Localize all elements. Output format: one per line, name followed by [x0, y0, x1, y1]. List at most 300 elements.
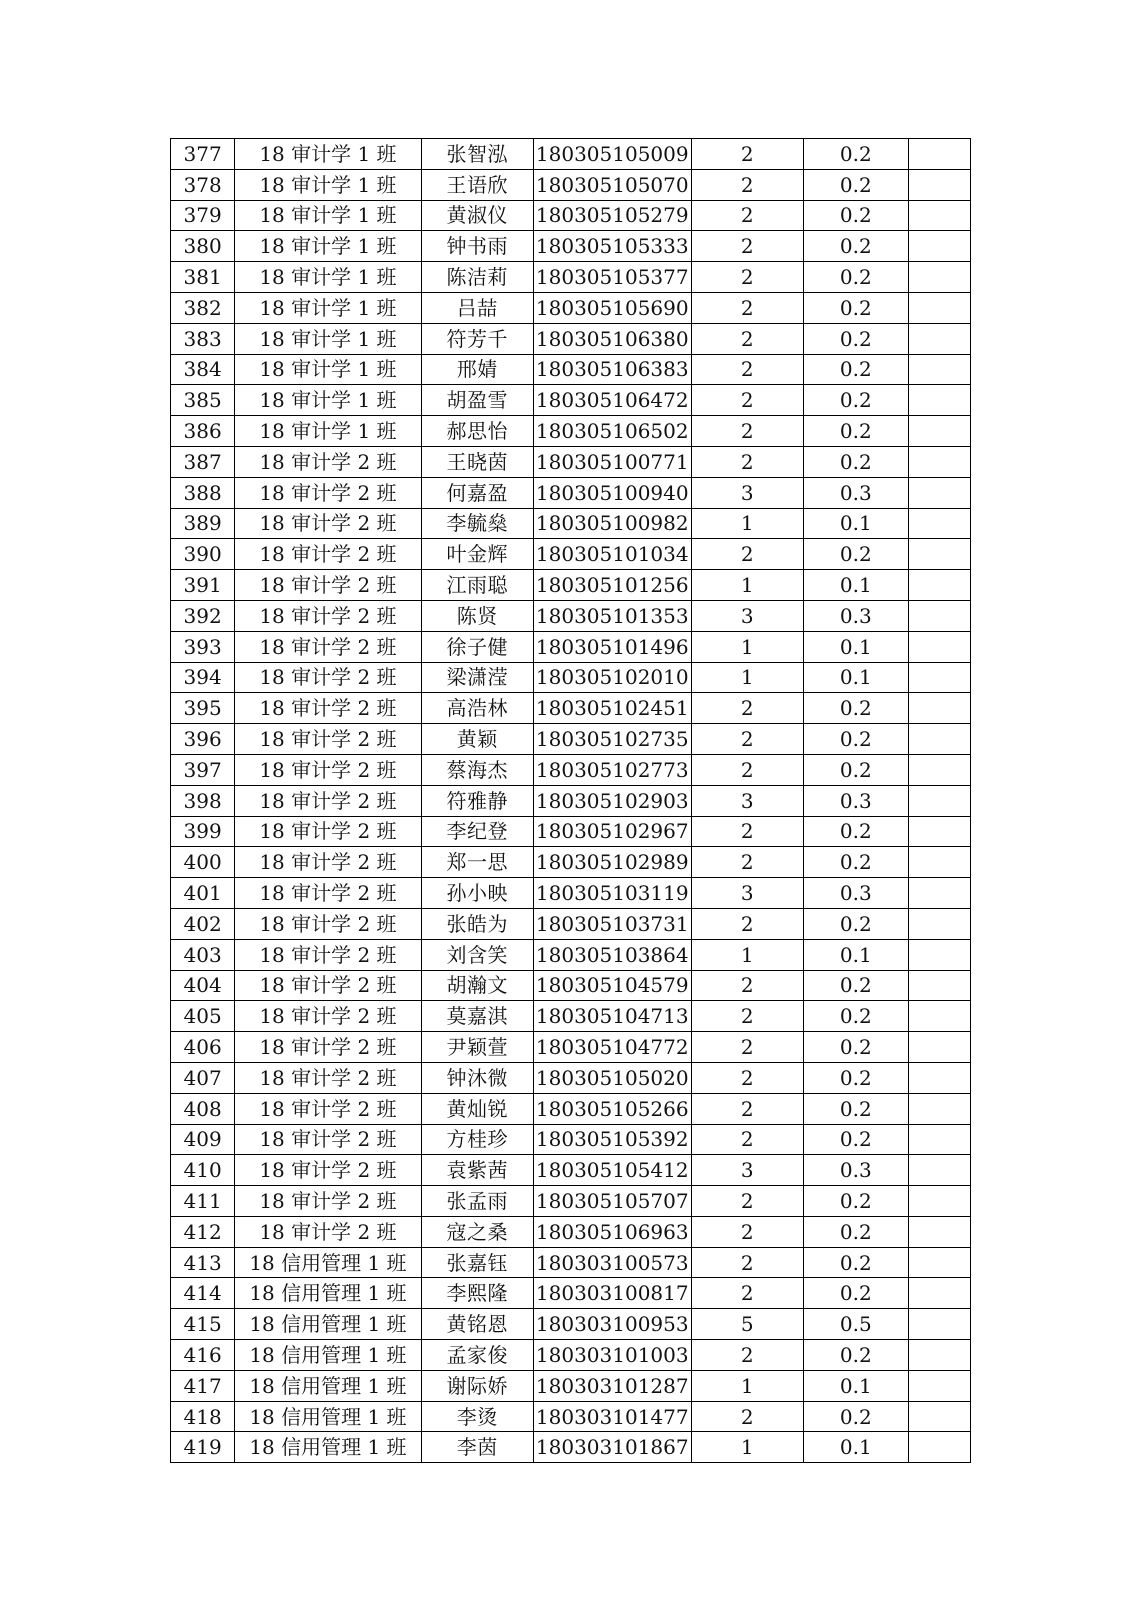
student-id-cell: 180305104713 [533, 1001, 691, 1032]
student-name-cell: 李纪登 [421, 816, 533, 847]
class-name-cell: 18 审计学 2 班 [235, 878, 421, 909]
score-cell: 0.2 [803, 416, 908, 447]
student-id-cell: 180305105009 [533, 139, 691, 170]
student-id-cell: 180303100817 [533, 1278, 691, 1309]
table-row [171, 477, 971, 508]
row-number-cell: 395 [171, 693, 235, 724]
class-name-cell: 18 审计学 2 班 [235, 908, 421, 939]
student-name-cell: 郝思怡 [421, 416, 533, 447]
student-name-cell: 陈贤 [421, 600, 533, 631]
remarks-cell [908, 385, 970, 416]
student-id-cell: 180305105020 [533, 1062, 691, 1093]
count-cell: 2 [691, 139, 803, 170]
table-row [171, 1370, 971, 1401]
table-row [171, 416, 971, 447]
score-cell: 0.2 [803, 139, 908, 170]
student-id-cell: 180305102010 [533, 662, 691, 693]
remarks-cell [908, 1093, 970, 1124]
remarks-cell [908, 169, 970, 200]
row-number-cell: 405 [171, 1001, 235, 1032]
row-number-cell: 391 [171, 570, 235, 601]
count-cell: 2 [691, 1093, 803, 1124]
count-cell: 2 [691, 231, 803, 262]
table-row [171, 908, 971, 939]
remarks-cell [908, 600, 970, 631]
row-number-cell: 400 [171, 847, 235, 878]
table-row [171, 1340, 971, 1371]
table-row [171, 1247, 971, 1278]
count-cell: 3 [691, 600, 803, 631]
row-number-cell: 388 [171, 477, 235, 508]
score-cell: 0.1 [803, 1432, 908, 1463]
student-id-cell: 180305106963 [533, 1216, 691, 1247]
remarks-cell [908, 1278, 970, 1309]
remarks-cell [908, 570, 970, 601]
student-id-cell: 180305103731 [533, 908, 691, 939]
class-name-cell: 18 审计学 2 班 [235, 1001, 421, 1032]
row-number-cell: 409 [171, 1124, 235, 1155]
remarks-cell [908, 200, 970, 231]
score-cell: 0.2 [803, 446, 908, 477]
student-name-cell: 张孟雨 [421, 1186, 533, 1217]
student-name-cell: 孙小映 [421, 878, 533, 909]
count-cell: 2 [691, 1216, 803, 1247]
row-number-cell: 399 [171, 816, 235, 847]
table-row [171, 754, 971, 785]
class-name-cell: 18 审计学 2 班 [235, 1155, 421, 1186]
count-cell: 2 [691, 908, 803, 939]
student-id-cell: 180305102773 [533, 754, 691, 785]
table-row [171, 878, 971, 909]
class-name-cell: 18 审计学 2 班 [235, 662, 421, 693]
row-number-cell: 408 [171, 1093, 235, 1124]
table-row [171, 1216, 971, 1247]
table-row [171, 169, 971, 200]
student-name-cell: 寇之桑 [421, 1216, 533, 1247]
table-row [171, 1186, 971, 1217]
count-cell: 1 [691, 631, 803, 662]
score-cell: 0.5 [803, 1309, 908, 1340]
table-row [171, 231, 971, 262]
class-name-cell: 18 信用管理 1 班 [235, 1340, 421, 1371]
student-id-cell: 180305102989 [533, 847, 691, 878]
student-id-cell: 180305105279 [533, 200, 691, 231]
table-row [171, 631, 971, 662]
count-cell: 3 [691, 1155, 803, 1186]
table-row [171, 816, 971, 847]
row-number-cell: 383 [171, 323, 235, 354]
student-name-cell: 张皓为 [421, 908, 533, 939]
student-id-cell: 180305102735 [533, 724, 691, 755]
student-name-cell: 黄颖 [421, 724, 533, 755]
class-name-cell: 18 信用管理 1 班 [235, 1432, 421, 1463]
remarks-cell [908, 631, 970, 662]
count-cell: 2 [691, 200, 803, 231]
row-number-cell: 380 [171, 231, 235, 262]
remarks-cell [908, 693, 970, 724]
row-number-cell: 379 [171, 200, 235, 231]
student-id-cell: 180305102451 [533, 693, 691, 724]
student-name-cell: 黄铭恩 [421, 1309, 533, 1340]
class-name-cell: 18 审计学 2 班 [235, 847, 421, 878]
student-id-cell: 180305105266 [533, 1093, 691, 1124]
student-name-cell: 李茵 [421, 1432, 533, 1463]
row-number-cell: 385 [171, 385, 235, 416]
count-cell: 2 [691, 693, 803, 724]
remarks-cell [908, 262, 970, 293]
score-cell: 0.2 [803, 231, 908, 262]
remarks-cell [908, 724, 970, 755]
remarks-cell [908, 1401, 970, 1432]
score-cell: 0.2 [803, 724, 908, 755]
student-id-cell: 180305106472 [533, 385, 691, 416]
remarks-cell [908, 662, 970, 693]
score-cell: 0.1 [803, 508, 908, 539]
remarks-cell [908, 477, 970, 508]
student-name-cell: 胡盈雪 [421, 385, 533, 416]
count-cell: 2 [691, 323, 803, 354]
student-id-cell: 180305100982 [533, 508, 691, 539]
student-name-cell: 袁紫茜 [421, 1155, 533, 1186]
count-cell: 2 [691, 385, 803, 416]
class-name-cell: 18 审计学 2 班 [235, 970, 421, 1001]
table-row [171, 200, 971, 231]
student-id-cell: 180303101867 [533, 1432, 691, 1463]
score-cell: 0.2 [803, 1186, 908, 1217]
count-cell: 2 [691, 354, 803, 385]
remarks-cell [908, 970, 970, 1001]
remarks-cell [908, 231, 970, 262]
class-name-cell: 18 审计学 2 班 [235, 939, 421, 970]
student-name-cell: 邢婧 [421, 354, 533, 385]
count-cell: 2 [691, 1186, 803, 1217]
count-cell: 2 [691, 1124, 803, 1155]
remarks-cell [908, 1186, 970, 1217]
student-name-cell: 胡瀚文 [421, 970, 533, 1001]
row-number-cell: 414 [171, 1278, 235, 1309]
remarks-cell [908, 1370, 970, 1401]
row-number-cell: 406 [171, 1032, 235, 1063]
row-number-cell: 401 [171, 878, 235, 909]
table-row [171, 1032, 971, 1063]
student-name-cell: 高浩林 [421, 693, 533, 724]
class-name-cell: 18 信用管理 1 班 [235, 1309, 421, 1340]
row-number-cell: 398 [171, 785, 235, 816]
student-name-cell: 李毓燊 [421, 508, 533, 539]
student-id-cell: 180305103119 [533, 878, 691, 909]
count-cell: 2 [691, 1278, 803, 1309]
score-cell: 0.2 [803, 354, 908, 385]
count-cell: 2 [691, 816, 803, 847]
row-number-cell: 411 [171, 1186, 235, 1217]
row-number-cell: 382 [171, 292, 235, 323]
student-name-cell: 符雅静 [421, 785, 533, 816]
row-number-cell: 407 [171, 1062, 235, 1093]
student-name-cell: 张嘉钰 [421, 1247, 533, 1278]
count-cell: 2 [691, 1401, 803, 1432]
student-name-cell: 徐子健 [421, 631, 533, 662]
row-number-cell: 393 [171, 631, 235, 662]
score-cell: 0.2 [803, 754, 908, 785]
class-name-cell: 18 审计学 2 班 [235, 1032, 421, 1063]
row-number-cell: 384 [171, 354, 235, 385]
table-row [171, 292, 971, 323]
table-row [171, 139, 971, 170]
table-row [171, 693, 971, 724]
row-number-cell: 419 [171, 1432, 235, 1463]
count-cell: 2 [691, 754, 803, 785]
class-name-cell: 18 审计学 2 班 [235, 785, 421, 816]
class-name-cell: 18 审计学 1 班 [235, 385, 421, 416]
class-name-cell: 18 审计学 2 班 [235, 1062, 421, 1093]
row-number-cell: 397 [171, 754, 235, 785]
count-cell: 3 [691, 477, 803, 508]
student-name-cell: 莫嘉淇 [421, 1001, 533, 1032]
score-cell: 0.1 [803, 1370, 908, 1401]
table-row [171, 1001, 971, 1032]
table-body [171, 139, 971, 1463]
remarks-cell [908, 508, 970, 539]
student-name-cell: 李熙隆 [421, 1278, 533, 1309]
count-cell: 2 [691, 847, 803, 878]
row-number-cell: 418 [171, 1401, 235, 1432]
class-name-cell: 18 审计学 1 班 [235, 416, 421, 447]
count-cell: 2 [691, 539, 803, 570]
table-row [171, 1155, 971, 1186]
student-id-cell: 180305106383 [533, 354, 691, 385]
table-row [171, 939, 971, 970]
student-id-cell: 180303101477 [533, 1401, 691, 1432]
student-id-cell: 180305103864 [533, 939, 691, 970]
row-number-cell: 377 [171, 139, 235, 170]
student-id-cell: 180305105333 [533, 231, 691, 262]
count-cell: 3 [691, 878, 803, 909]
table-row [171, 262, 971, 293]
table-row [171, 508, 971, 539]
student-id-cell: 180305102903 [533, 785, 691, 816]
row-number-cell: 416 [171, 1340, 235, 1371]
table-row [171, 785, 971, 816]
count-cell: 5 [691, 1309, 803, 1340]
count-cell: 1 [691, 939, 803, 970]
student-name-cell: 钟沐微 [421, 1062, 533, 1093]
remarks-cell [908, 816, 970, 847]
score-cell: 0.2 [803, 1216, 908, 1247]
class-name-cell: 18 审计学 2 班 [235, 570, 421, 601]
count-cell: 1 [691, 662, 803, 693]
table-row [171, 1093, 971, 1124]
table-row [171, 385, 971, 416]
table-row [171, 662, 971, 693]
count-cell: 2 [691, 1340, 803, 1371]
remarks-cell [908, 1432, 970, 1463]
remarks-cell [908, 1001, 970, 1032]
row-number-cell: 417 [171, 1370, 235, 1401]
class-name-cell: 18 审计学 1 班 [235, 262, 421, 293]
row-number-cell: 402 [171, 908, 235, 939]
table-row [171, 570, 971, 601]
count-cell: 2 [691, 1247, 803, 1278]
score-cell: 0.2 [803, 847, 908, 878]
score-cell: 0.2 [803, 323, 908, 354]
remarks-cell [908, 416, 970, 447]
student-id-cell: 180305101034 [533, 539, 691, 570]
student-score-table [170, 138, 971, 1463]
score-cell: 0.2 [803, 816, 908, 847]
student-id-cell: 180305105412 [533, 1155, 691, 1186]
score-cell: 0.1 [803, 939, 908, 970]
table-row [171, 724, 971, 755]
remarks-cell [908, 1247, 970, 1278]
student-name-cell: 梁潇滢 [421, 662, 533, 693]
student-id-cell: 180303100573 [533, 1247, 691, 1278]
class-name-cell: 18 审计学 1 班 [235, 323, 421, 354]
table-row [171, 446, 971, 477]
student-name-cell: 黄淑仪 [421, 200, 533, 231]
student-name-cell: 刘含笑 [421, 939, 533, 970]
count-cell: 1 [691, 1370, 803, 1401]
remarks-cell [908, 539, 970, 570]
count-cell: 2 [691, 1001, 803, 1032]
table-row [171, 1278, 971, 1309]
count-cell: 2 [691, 1062, 803, 1093]
score-cell: 0.2 [803, 1247, 908, 1278]
class-name-cell: 18 审计学 1 班 [235, 200, 421, 231]
student-id-cell: 180305105690 [533, 292, 691, 323]
table-row [171, 1309, 971, 1340]
remarks-cell [908, 939, 970, 970]
remarks-cell [908, 1309, 970, 1340]
row-number-cell: 403 [171, 939, 235, 970]
student-name-cell: 张智泓 [421, 139, 533, 170]
student-name-cell: 谢际娇 [421, 1370, 533, 1401]
class-name-cell: 18 信用管理 1 班 [235, 1370, 421, 1401]
student-id-cell: 180305105377 [533, 262, 691, 293]
count-cell: 2 [691, 292, 803, 323]
class-name-cell: 18 审计学 2 班 [235, 539, 421, 570]
table-row [171, 1401, 971, 1432]
count-cell: 2 [691, 416, 803, 447]
class-name-cell: 18 审计学 1 班 [235, 231, 421, 262]
remarks-cell [908, 354, 970, 385]
row-number-cell: 396 [171, 724, 235, 755]
student-id-cell: 180305106380 [533, 323, 691, 354]
score-cell: 0.2 [803, 200, 908, 231]
class-name-cell: 18 审计学 2 班 [235, 446, 421, 477]
score-cell: 0.3 [803, 477, 908, 508]
class-name-cell: 18 审计学 2 班 [235, 631, 421, 662]
score-cell: 0.2 [803, 1278, 908, 1309]
score-cell: 0.3 [803, 600, 908, 631]
count-cell: 2 [691, 169, 803, 200]
remarks-cell [908, 878, 970, 909]
remarks-cell [908, 1124, 970, 1155]
class-name-cell: 18 审计学 2 班 [235, 477, 421, 508]
class-name-cell: 18 审计学 1 班 [235, 169, 421, 200]
count-cell: 2 [691, 446, 803, 477]
count-cell: 2 [691, 724, 803, 755]
remarks-cell [908, 1032, 970, 1063]
student-id-cell: 180305105070 [533, 169, 691, 200]
score-cell: 0.3 [803, 1155, 908, 1186]
student-name-cell: 叶金辉 [421, 539, 533, 570]
class-name-cell: 18 审计学 2 班 [235, 754, 421, 785]
score-cell: 0.2 [803, 1124, 908, 1155]
student-id-cell: 180303101287 [533, 1370, 691, 1401]
score-cell: 0.1 [803, 570, 908, 601]
score-cell: 0.2 [803, 262, 908, 293]
row-number-cell: 410 [171, 1155, 235, 1186]
row-number-cell: 378 [171, 169, 235, 200]
remarks-cell [908, 292, 970, 323]
row-number-cell: 413 [171, 1247, 235, 1278]
student-name-cell: 江雨聪 [421, 570, 533, 601]
student-name-cell: 方桂珍 [421, 1124, 533, 1155]
student-name-cell: 符芳千 [421, 323, 533, 354]
class-name-cell: 18 审计学 1 班 [235, 354, 421, 385]
student-id-cell: 180305101256 [533, 570, 691, 601]
score-cell: 0.2 [803, 693, 908, 724]
student-id-cell: 180305100771 [533, 446, 691, 477]
student-name-cell: 尹颖萱 [421, 1032, 533, 1063]
table-row [171, 847, 971, 878]
student-name-cell: 陈洁莉 [421, 262, 533, 293]
student-id-cell: 180305105707 [533, 1186, 691, 1217]
score-cell: 0.2 [803, 1032, 908, 1063]
class-name-cell: 18 审计学 2 班 [235, 508, 421, 539]
remarks-cell [908, 139, 970, 170]
remarks-cell [908, 754, 970, 785]
remarks-cell [908, 908, 970, 939]
table-row [171, 539, 971, 570]
row-number-cell: 404 [171, 970, 235, 1001]
score-cell: 0.3 [803, 878, 908, 909]
student-name-cell: 孟家俊 [421, 1340, 533, 1371]
class-name-cell: 18 审计学 2 班 [235, 724, 421, 755]
table-row [171, 323, 971, 354]
class-name-cell: 18 信用管理 1 班 [235, 1247, 421, 1278]
student-name-cell: 钟书雨 [421, 231, 533, 262]
class-name-cell: 18 审计学 2 班 [235, 1124, 421, 1155]
count-cell: 2 [691, 1032, 803, 1063]
class-name-cell: 18 审计学 2 班 [235, 600, 421, 631]
class-name-cell: 18 审计学 2 班 [235, 1216, 421, 1247]
row-number-cell: 387 [171, 446, 235, 477]
student-name-cell: 郑一思 [421, 847, 533, 878]
student-id-cell: 180305100940 [533, 477, 691, 508]
student-name-cell: 李烫 [421, 1401, 533, 1432]
student-name-cell: 黄灿锐 [421, 1093, 533, 1124]
remarks-cell [908, 446, 970, 477]
score-cell: 0.2 [803, 292, 908, 323]
table-row [171, 1062, 971, 1093]
score-cell: 0.2 [803, 908, 908, 939]
remarks-cell [908, 1340, 970, 1371]
student-id-cell: 180305105392 [533, 1124, 691, 1155]
row-number-cell: 394 [171, 662, 235, 693]
score-cell: 0.2 [803, 1093, 908, 1124]
count-cell: 2 [691, 970, 803, 1001]
class-name-cell: 18 信用管理 1 班 [235, 1278, 421, 1309]
count-cell: 2 [691, 262, 803, 293]
count-cell: 1 [691, 508, 803, 539]
score-cell: 0.2 [803, 169, 908, 200]
class-name-cell: 18 审计学 2 班 [235, 816, 421, 847]
row-number-cell: 381 [171, 262, 235, 293]
table-row [171, 1124, 971, 1155]
student-id-cell: 180305101496 [533, 631, 691, 662]
student-id-cell: 180305104579 [533, 970, 691, 1001]
